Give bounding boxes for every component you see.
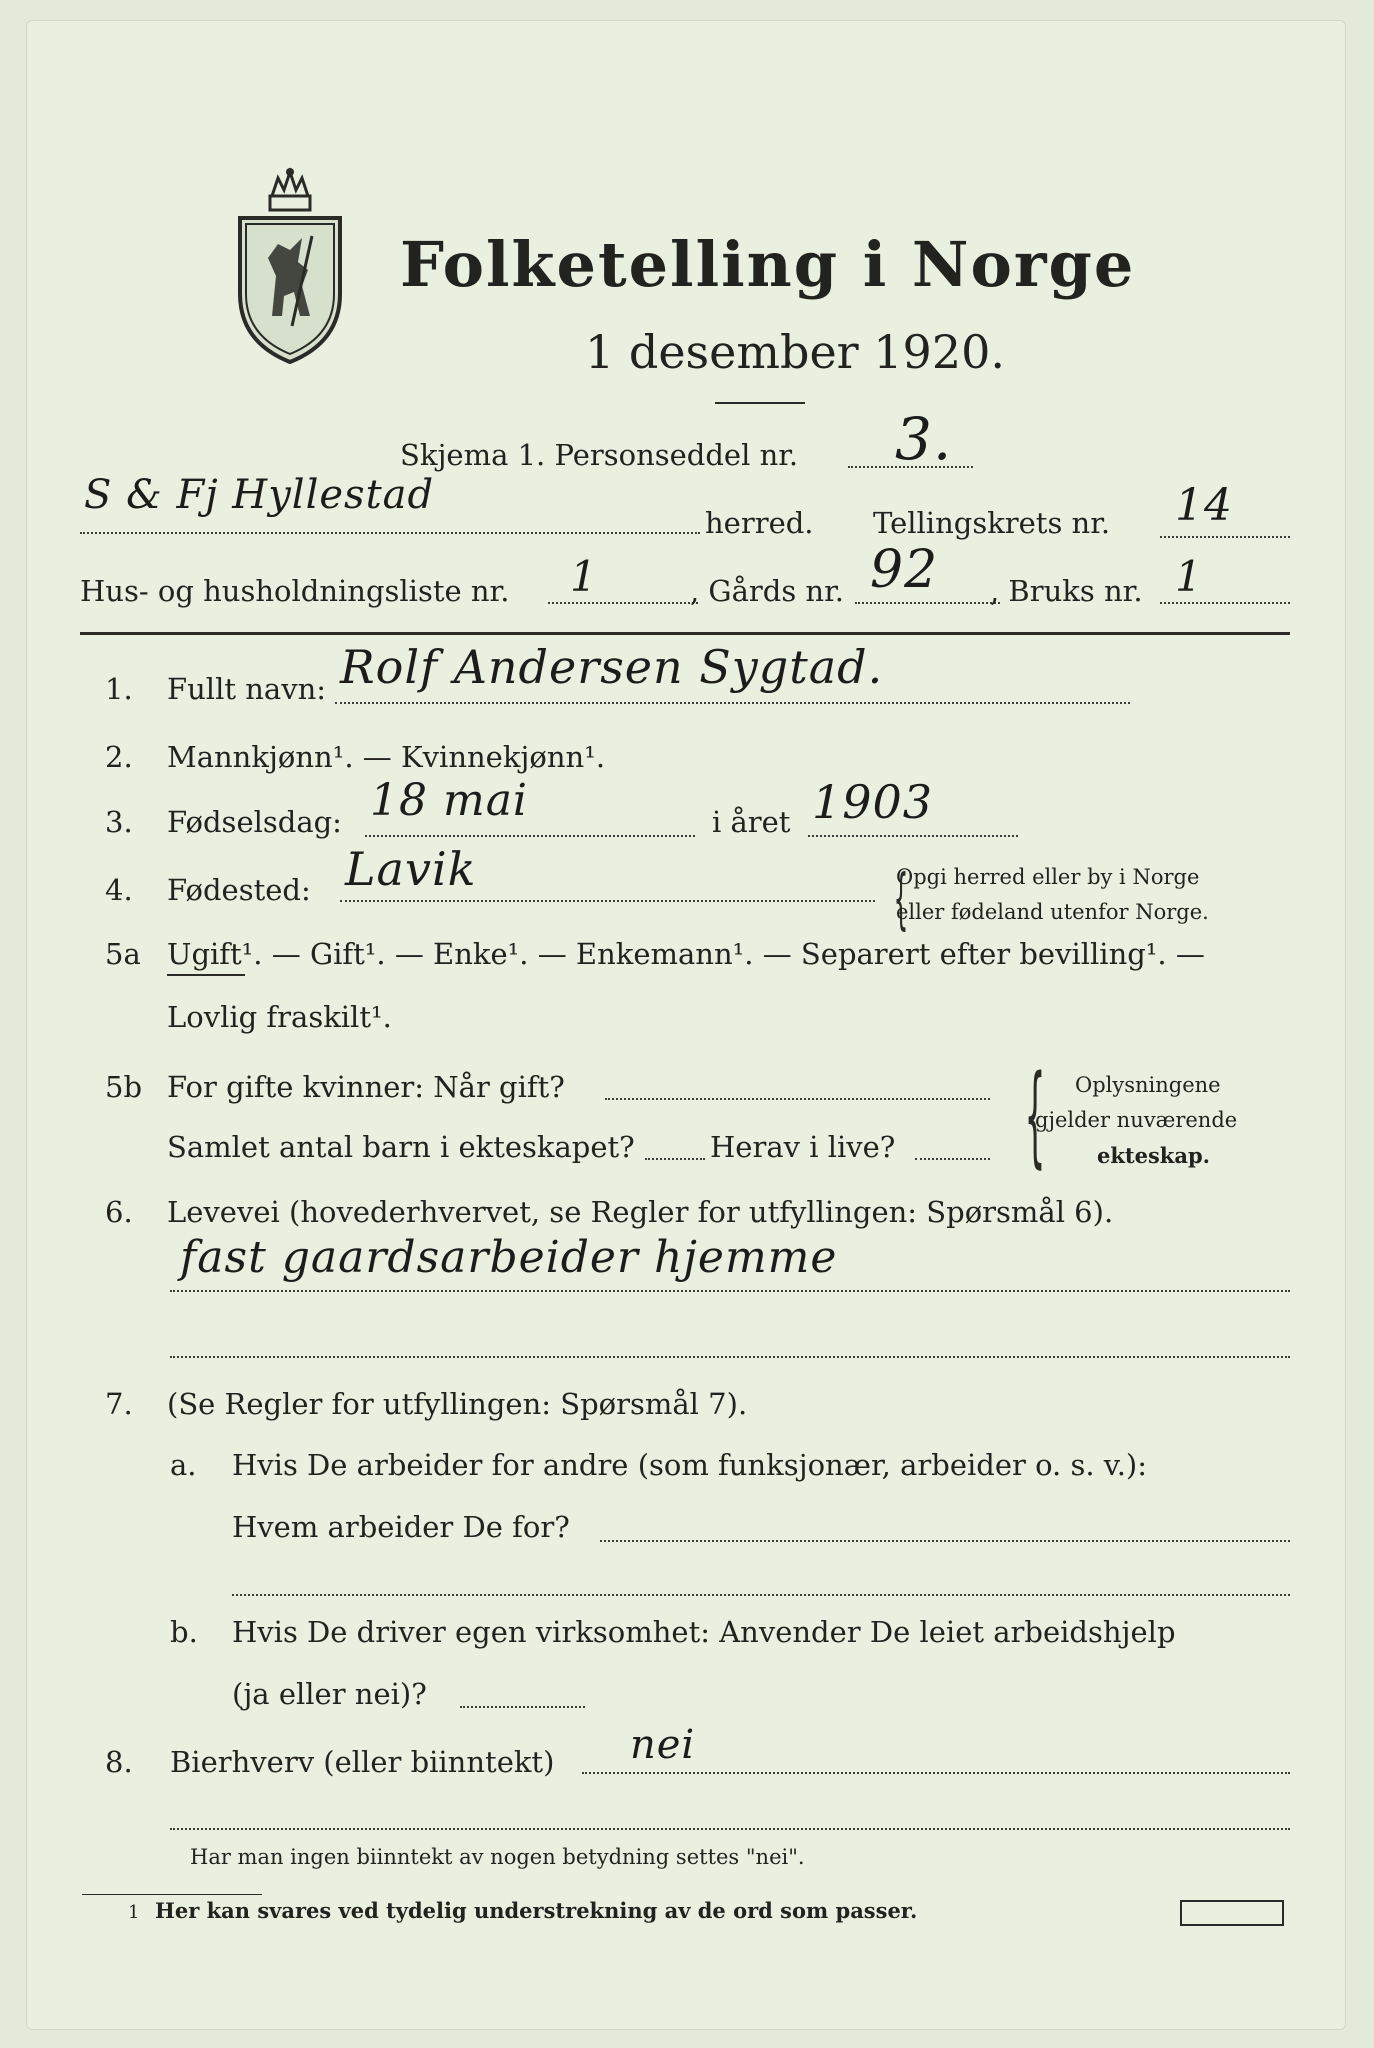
q3-label: Fødselsdag:: [167, 805, 342, 839]
q5b-line1-label: For gifte kvinner: Når gift?: [167, 1070, 565, 1104]
q4-value[interactable]: Lavik: [345, 842, 477, 896]
q8-number: 8.: [105, 1745, 133, 1779]
tellingskrets-value[interactable]: 14: [1175, 480, 1233, 531]
q5a-number: 5a: [105, 937, 141, 971]
q6-field-line-1: [170, 1290, 1290, 1292]
q5b-note-line1: Oplysningene: [1075, 1073, 1221, 1097]
q5a-ugift-underline: [167, 974, 245, 976]
q1-label: Fullt navn:: [167, 672, 327, 706]
husliste-field-line: [548, 602, 698, 604]
title-divider: [715, 402, 805, 404]
q5b-note-line3: ekteskap.: [1097, 1143, 1210, 1168]
q5b-note-brace: {: [1024, 1051, 1046, 1179]
husliste-value[interactable]: 1: [570, 552, 598, 601]
q7a-field-line-1: [600, 1540, 1290, 1542]
bruks-value[interactable]: 1: [1175, 552, 1203, 601]
q6-number: 6.: [105, 1195, 133, 1229]
q7a-letter: a.: [170, 1448, 197, 1482]
q4-field-line: [340, 900, 875, 902]
herred-field-line: [80, 532, 700, 534]
q7a-line2: Hvem arbeider De for?: [232, 1510, 570, 1544]
gards-label: , Gårds nr.: [690, 574, 844, 608]
q2-options[interactable]: Mannkjønn¹. — Kvinnekjønn¹.: [167, 740, 606, 774]
q7a-line1: Hvis De arbeider for andre (som funksjonær, arbeider o. s. v.):: [232, 1448, 1148, 1482]
header-divider: [80, 632, 1290, 635]
q6-label: Levevei (hovederhvervet, se Regler for utfyllingen: Spørsmål 6).: [167, 1195, 1114, 1229]
bruks-field-line: [1160, 602, 1290, 604]
q7-label: (Se Regler for utfyllingen: Spørsmål 7).: [167, 1387, 748, 1421]
q5b-number: 5b: [105, 1070, 143, 1104]
q1-number: 1.: [105, 672, 133, 706]
footnote-mark: 1: [128, 1902, 140, 1923]
q4-label: Fødested:: [167, 873, 311, 907]
q7a-field-line-2: [232, 1594, 1290, 1596]
q3-year-field-line: [808, 835, 1018, 837]
q1-value[interactable]: Rolf Andersen Sygtad.: [340, 640, 884, 694]
gards-value[interactable]: 92: [870, 540, 939, 600]
coat-of-arms-icon: [232, 166, 348, 366]
tellingskrets-label: Tellingskrets nr.: [873, 506, 1111, 540]
q6-value[interactable]: fast gaardsarbeider hjemme: [180, 1232, 838, 1283]
q3-number: 3.: [105, 805, 133, 839]
herred-label: herred.: [705, 506, 814, 540]
q4-note-brace: {: [893, 860, 909, 937]
husliste-label: Hus- og husholdningsliste nr.: [80, 574, 510, 608]
q4-note-line1: Opgi herred eller by i Norge: [896, 865, 1200, 889]
q5b-live-field-line: [915, 1158, 990, 1160]
printer-stamp: [1180, 1900, 1284, 1926]
q7b-line1: Hvis De driver egen virksomhet: Anvender De leiet arbeidshjelp: [232, 1615, 1176, 1649]
q7b-letter: b.: [170, 1615, 198, 1649]
q3-year-value[interactable]: 1903: [812, 775, 934, 829]
form-subtitle: 1 desember 1920.: [585, 325, 1005, 379]
q8-label: Bierhverv (eller biinntekt): [170, 1745, 555, 1779]
q5a-options-line2[interactable]: Lovlig fraskilt¹.: [167, 1000, 392, 1034]
tellingskrets-field-line: [1160, 536, 1290, 538]
q5a-options-line1[interactable]: Ugift¹. — Gift¹. — Enke¹. — Enkemann¹. — Separert efter bevilling¹. —: [167, 937, 1205, 971]
q5b-barn-field-line: [645, 1158, 705, 1160]
q7-number: 7.: [105, 1387, 133, 1421]
footnote-text: Her kan svares ved tydelig understrekning av de ord som passer.: [155, 1898, 918, 1923]
q6-field-line-2: [170, 1356, 1290, 1358]
q3-day-value[interactable]: 18 mai: [370, 775, 529, 826]
footer-note: Har man ingen biinntekt av nogen betydning settes "nei".: [190, 1845, 805, 1869]
q5b-barn-label: Samlet antal barn i ekteskapet?: [167, 1130, 635, 1164]
q8-field-line-2: [170, 1828, 1290, 1830]
q2-number: 2.: [105, 740, 133, 774]
herred-value[interactable]: S & Fj Hyllestad: [84, 472, 435, 518]
q8-field-line-1: [582, 1772, 1290, 1774]
q5b-live-label: Herav i live?: [710, 1130, 896, 1164]
gards-field-line: [855, 602, 1000, 604]
q4-number: 4.: [105, 873, 133, 907]
q3-year-label: i året: [712, 805, 791, 839]
q8-value[interactable]: nei: [630, 1722, 696, 1768]
q7b-line2: (ja eller nei)?: [232, 1677, 427, 1711]
schema-label: Skjema 1. Personseddel nr.: [400, 438, 799, 472]
q7b-field-line: [460, 1706, 585, 1708]
q5b-note-line2: gjelder nuværende: [1035, 1108, 1238, 1132]
q3-day-field-line: [365, 835, 695, 837]
personseddel-value[interactable]: 3.: [895, 405, 953, 473]
q4-note-line2: eller fødeland utenfor Norge.: [896, 900, 1209, 924]
footnote-divider: [82, 1894, 262, 1895]
form-title: Folketelling i Norge: [400, 228, 1136, 301]
q5b-naar-gift-field-line: [605, 1098, 990, 1100]
q1-field-line: [335, 702, 1130, 704]
bruks-label: , Bruks nr.: [990, 574, 1143, 608]
